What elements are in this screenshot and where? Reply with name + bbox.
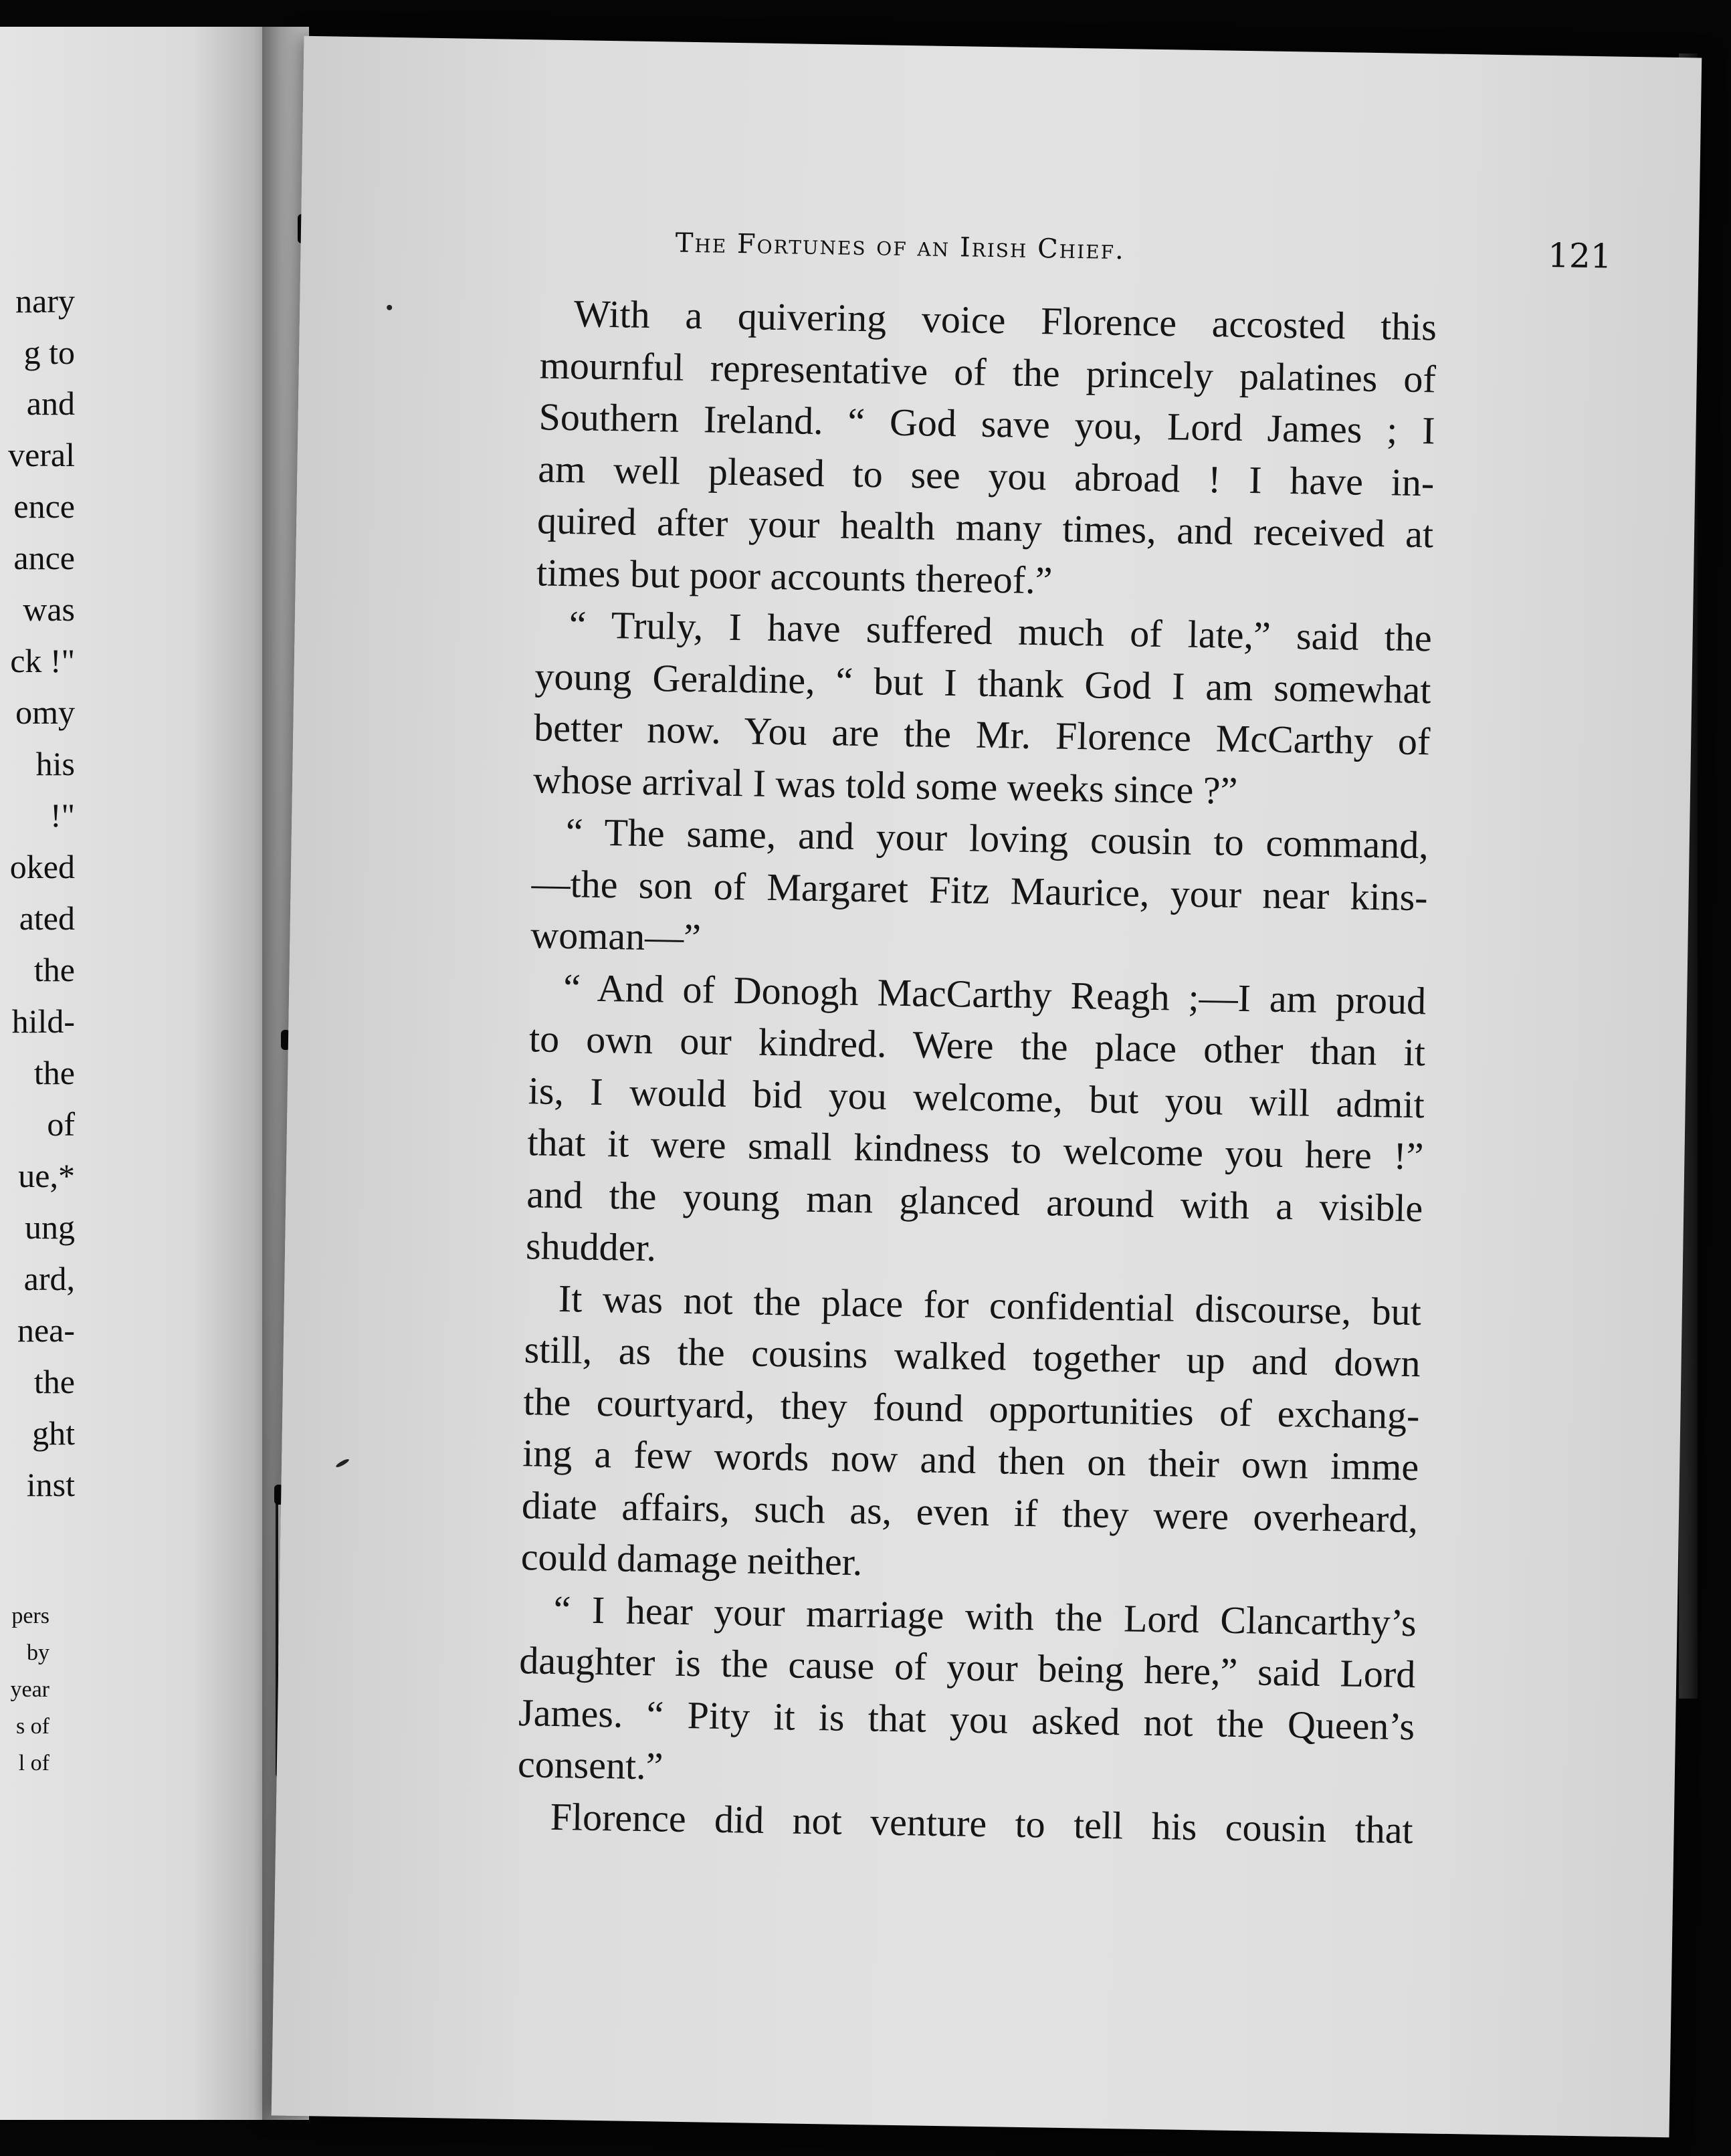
body-text-line: the courtyard, they found opportunities of exchang-: [523, 1379, 1420, 1437]
left-page-line: !": [49, 796, 75, 834]
left-page-line: ard,: [23, 1260, 75, 1297]
running-title: The Fortunes of an Irish Chief.: [675, 227, 1126, 266]
dust-speck: [387, 305, 392, 310]
left-page-line: inst: [26, 1466, 75, 1503]
dust-speck: [335, 1458, 350, 1469]
body-text-line: It was not the place for confidential discourse, but: [558, 1276, 1422, 1333]
body-text-line: that it were small kindness to welcome you here !”: [527, 1120, 1424, 1178]
left-page-line: ated: [19, 899, 75, 937]
body-text-line: Florence did not venture to tell his cousin that: [550, 1794, 1414, 1852]
left-page-line: was: [23, 590, 75, 628]
body-text-line: daughter is the cause of your being here,” said Lord: [518, 1638, 1416, 1697]
body-text-line: better now. You are the Mr. Florence McCarthy of: [533, 706, 1431, 764]
left-page-footnote-line: s of: [15, 1714, 49, 1739]
body-text-line: could damage neither.: [520, 1535, 863, 1584]
left-page-line: nary: [15, 282, 75, 320]
body-text-line: young Geraldine, “ but I thank God I am somewhat: [534, 653, 1431, 712]
left-page-line: of: [47, 1105, 75, 1143]
body-text-line: whose arrival I was told some weeks since ?”: [532, 757, 1238, 813]
left-page-line: veral: [8, 436, 75, 473]
body-text-line: consent.”: [517, 1742, 664, 1788]
body-text-line: ing a few words now and then on their own imme: [522, 1431, 1419, 1489]
body-text-line: times but poor accounts thereof.”: [536, 550, 1053, 602]
left-page-line: the: [33, 1054, 75, 1091]
body-text-line: —the son of Margaret Fitz Maurice, your near kins-: [531, 861, 1429, 919]
body-text-line: to own our kindred. Were the place other than it: [528, 1016, 1426, 1075]
left-page-footnote-line: pers: [11, 1604, 49, 1628]
body-text-line: “ The same, and your loving cousin to command,: [565, 810, 1429, 867]
left-page-line: g to: [23, 334, 75, 371]
left-page-line: ance: [13, 539, 75, 576]
body-text-line: shudder.: [525, 1224, 657, 1270]
body-text-line: Southern Ireland. “ God save you, Lord James ; I: [538, 395, 1436, 453]
left-page-line: ue,*: [18, 1157, 75, 1194]
left-page-fragment: [0, 27, 276, 2120]
body-text-line: woman—”: [530, 913, 702, 960]
left-page-line: hild-: [11, 1002, 75, 1040]
left-page-line: nea-: [17, 1311, 75, 1349]
body-text-line: quired after your health many times, and received at: [536, 498, 1434, 556]
left-page-line: and: [26, 385, 75, 422]
book-page: [272, 36, 1702, 2137]
left-page-line: omy: [15, 693, 75, 731]
page-number: 121: [1547, 236, 1613, 276]
body-text-line: still, as the cousins walked together up and down: [524, 1327, 1421, 1386]
left-page-footnote-line: by: [27, 1640, 49, 1665]
body-text-line: “ And of Donogh MacCarthy Reagh ;—I am proud: [563, 965, 1427, 1022]
left-page-line: his: [35, 745, 75, 782]
body-text-line: mournful representative of the princely palatines of: [539, 342, 1437, 401]
left-page-line: the: [33, 1363, 75, 1400]
body-text-line: “ Truly, I have suffered much of late,” said the: [569, 603, 1433, 660]
left-page-line: ght: [32, 1414, 75, 1452]
left-page-line: the: [33, 951, 75, 988]
left-page-line: ence: [13, 488, 75, 525]
body-text-line: and the young man glanced around with a visible: [526, 1172, 1423, 1230]
body-text-line: “ I hear your marriage with the Lord Clancarthy’s: [553, 1587, 1417, 1644]
body-text-line: am well pleased to see you abroad ! I have in-: [537, 446, 1435, 504]
body-text-line: James. “ Pity it is that you asked not the Queen’s: [518, 1690, 1415, 1748]
left-page-footnote-line: l of: [18, 1751, 49, 1775]
left-page-footnote-line: year: [10, 1677, 49, 1702]
body-text-line: With a quivering voice Florence accosted this: [573, 292, 1437, 349]
left-page-line: ung: [25, 1208, 75, 1246]
body-text-line: is, I would bid you welcome, but you will admit: [528, 1068, 1425, 1126]
left-page-line: oked: [9, 848, 75, 885]
left-page-line: ck !": [10, 642, 75, 679]
body-text-line: diate affairs, such as, even if they were overheard,: [521, 1483, 1419, 1541]
